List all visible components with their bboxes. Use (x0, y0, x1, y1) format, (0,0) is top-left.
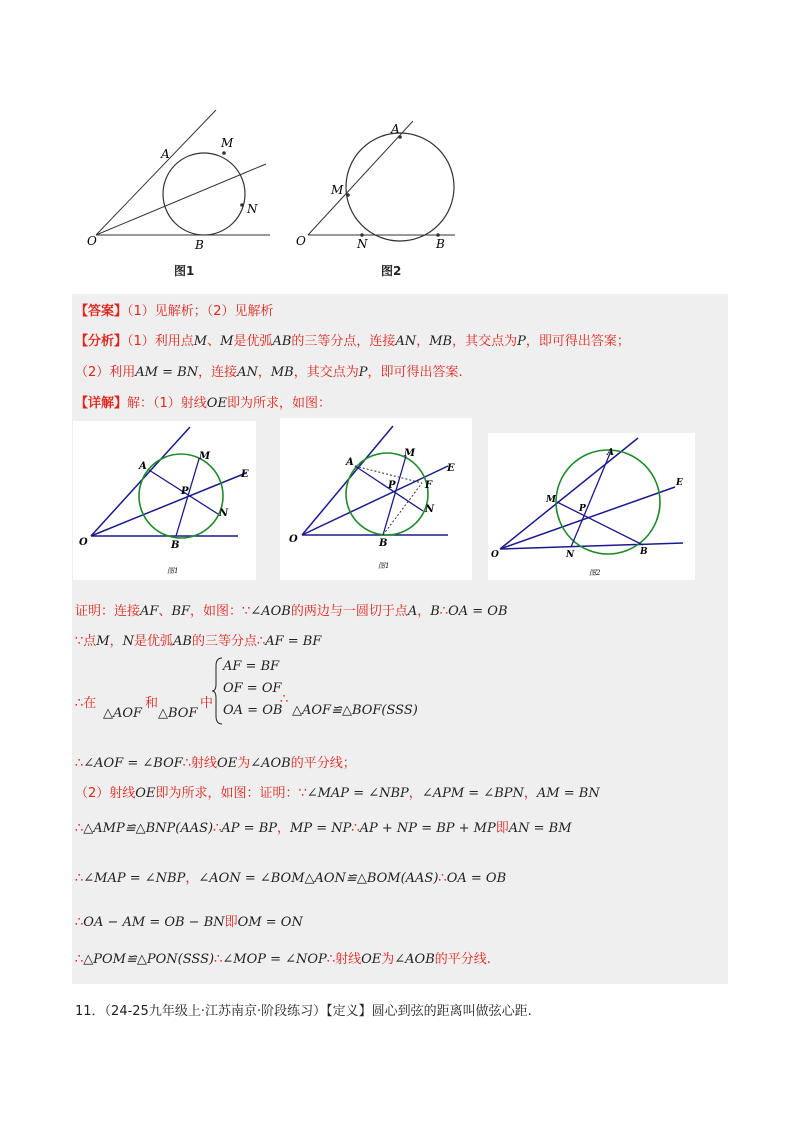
sol1-label-b: B (171, 540, 180, 551)
triangle-aof: △AOF (103, 706, 143, 721)
math: ∠AOB (250, 756, 291, 771)
text: ∴ (75, 871, 84, 886)
fig2-label-n: N (357, 237, 368, 251)
math: AN (237, 365, 258, 380)
figure-1-top (82, 100, 282, 285)
analysis-line-1 (75, 330, 630, 349)
sol1-label-n: N (219, 508, 229, 519)
text: ∴ (214, 952, 223, 967)
text: ∴射线 (182, 756, 218, 771)
math: AP + NP = BP + MP (359, 821, 496, 836)
math: AF (140, 604, 159, 619)
sol3-label-n: N (566, 550, 575, 560)
sol3-label-p: P (579, 504, 586, 514)
proof-line-6 (75, 817, 572, 836)
triangle-bof: △BOF (158, 706, 198, 721)
math: OE (217, 756, 238, 771)
text: ∴ (438, 871, 447, 886)
sol3-label-o: O (491, 550, 499, 560)
text: （1）利用点 (127, 334, 194, 349)
text: 的平分线； (290, 756, 356, 771)
text: ， (408, 786, 422, 801)
fig1-label-a: A (161, 147, 170, 161)
proof-line-1 (75, 600, 508, 619)
sol3-label-a: A (607, 448, 614, 458)
math: ∠AOB (394, 952, 435, 967)
sol1-label-e: E (241, 469, 249, 480)
sol1-label-a: A (139, 461, 147, 472)
math: N (122, 634, 134, 649)
math: OE (135, 786, 156, 801)
proof-line-9 (75, 948, 491, 967)
text: ，其交点为 (452, 334, 518, 349)
sol2-label-n: N (425, 504, 435, 515)
solution-figure-3 (488, 433, 695, 580)
system-eq-3: OA = OB (223, 703, 283, 718)
math: AM = BN (135, 365, 199, 380)
math: MP = NP (290, 821, 352, 836)
text: ∴ (351, 821, 360, 836)
answer-tag: 【答案】 (75, 304, 128, 319)
text: ， (109, 634, 123, 649)
math: P (358, 365, 368, 380)
text: 是优弧 (133, 634, 173, 649)
math: ∠AON = ∠BOM (198, 871, 305, 886)
answer-line (75, 300, 274, 319)
figure-2-top (290, 115, 470, 255)
text: ，即可得出答案. (367, 365, 463, 380)
text: 的两边与一圆切于点 (290, 604, 408, 619)
math: △AMP≌△BNP(AAS) (83, 821, 214, 836)
math: BF (171, 604, 191, 619)
sol3-label-b: B (640, 547, 648, 557)
text: 为 (381, 952, 395, 967)
text: ， (277, 821, 291, 836)
text: ，连接 (198, 365, 238, 380)
fig1-label-o: O (87, 234, 97, 248)
text: ∴ (75, 915, 84, 930)
text: 即为所求，如图： (226, 396, 331, 411)
text: 、 (207, 334, 221, 349)
math: OA = OB (446, 871, 507, 886)
math: AB (173, 634, 192, 649)
system-eq-1: AF = BF (223, 659, 280, 674)
fig1-label-m: M (221, 136, 234, 150)
proof-line-8 (75, 911, 303, 930)
sol2-label-m: M (404, 448, 416, 459)
fig2-caption: 图2 (381, 264, 402, 278)
math: ∠AOB (250, 604, 291, 619)
sol3-label-e: E (676, 478, 683, 488)
sol2-caption: 图1 (378, 562, 390, 570)
congruence-sss: △AOF≌△BOF(SSS) (292, 703, 418, 718)
and-word: 和 (145, 696, 159, 711)
sol1-label-o: O (79, 537, 88, 548)
text: ， (416, 334, 430, 349)
text: 、 (158, 604, 172, 619)
math: MB (270, 365, 294, 380)
fig2-label-m: M (331, 183, 344, 197)
text: ， (523, 786, 537, 801)
math: ∠APM = ∠BPN (421, 786, 524, 801)
math: A (407, 604, 418, 619)
math: ∠MAP = ∠NBP (306, 786, 409, 801)
text: 是优弧 (233, 334, 273, 349)
fig1-label-b: B (195, 238, 204, 252)
text: 为 (237, 756, 251, 771)
math: M (96, 634, 110, 649)
solution-figure-1 (73, 421, 256, 580)
sol1-label-p: P (181, 486, 189, 497)
text: ， (417, 604, 431, 619)
proof-line-5 (75, 782, 600, 801)
proof-line-2 (75, 630, 321, 649)
math: P (517, 334, 526, 349)
math: M (220, 334, 234, 349)
proof-line-3-prefix: ∴在 (75, 696, 97, 711)
text: ，其交点为 (293, 365, 359, 380)
system-eq-2: OF = OF (223, 681, 282, 696)
math: OA = OB (448, 604, 508, 619)
math: OM = ON (237, 915, 303, 930)
text: 的平分线. (434, 952, 491, 967)
text: ∴ (75, 952, 84, 967)
therefore: ∴ (280, 692, 289, 707)
math: AN = BM (508, 821, 572, 836)
math: ∠AOF = ∠BOF (83, 756, 183, 771)
text: 即为所求，如图：证明：∵ (155, 786, 307, 801)
text: ∴射线 (326, 952, 362, 967)
sol2-label-b: B (379, 538, 388, 549)
math: AF = BF (265, 634, 322, 649)
math: B (430, 604, 440, 619)
fig1-caption: 图1 (174, 264, 195, 278)
text: 解：（1）射线 (127, 396, 207, 411)
math: MB (429, 334, 453, 349)
text: 的三等分点∴ (191, 634, 266, 649)
text: （2）射线 (75, 786, 136, 801)
sol2-label-o: O (289, 534, 298, 545)
detail-line (75, 392, 331, 411)
math: △POM≌△PON(SSS) (83, 952, 215, 967)
sol2-label-f: F (425, 480, 433, 491)
math: M (193, 334, 208, 349)
math: ∠MOP = ∠NOP (222, 952, 327, 967)
text: ，如图：∵ (190, 604, 251, 619)
next-question: 11．（24-25九年级上·江苏南京·阶段练习）【定义】圆心到弦的距离叫做弦心距. (75, 1004, 532, 1019)
fig2-label-a: A (391, 122, 400, 136)
math: OE (361, 952, 382, 967)
math: AB (272, 334, 292, 349)
text: （2）利用 (75, 365, 136, 380)
middle-word: 中 (200, 696, 214, 711)
math: AP = BP (221, 821, 277, 836)
math: AN (395, 334, 417, 349)
text: 即 (224, 915, 238, 930)
text: ，即可得出答案； (525, 334, 630, 349)
analysis-tag: 【分析】 (75, 334, 128, 349)
text: ∴ (75, 756, 84, 771)
text: ∴ (439, 604, 449, 619)
answer-text: （1）见解析；（2）见解析 (127, 304, 274, 319)
fig2-label-b: B (436, 237, 445, 251)
text: ， (257, 365, 271, 380)
math: AM = BN (536, 786, 600, 801)
solution-figure-2 (280, 418, 472, 580)
text: ∴ (75, 821, 84, 836)
math: △AON≌△BOM(AAS) (304, 871, 439, 886)
proof-line-4 (75, 752, 356, 771)
sol3-caption: 图2 (589, 569, 601, 577)
fig1-label-n: N (247, 202, 258, 216)
math: OE (206, 396, 227, 411)
math: ∠MAP = ∠NBP (83, 871, 186, 886)
sol1-label-m: M (199, 451, 211, 462)
math: OA − AM = OB − BN (83, 915, 225, 930)
analysis-line-2 (75, 361, 463, 380)
text: ∵点 (75, 634, 97, 649)
sol1-caption: 图1 (167, 567, 179, 575)
text: ， (185, 871, 199, 886)
detail-tag: 【详解】 (75, 396, 128, 411)
sol3-label-m: M (546, 495, 556, 505)
proof-line-7 (75, 867, 506, 886)
sol2-label-e: E (447, 463, 455, 474)
text: 证明：连接 (75, 604, 141, 619)
text: ∴ (213, 821, 222, 836)
sol2-label-p: P (388, 480, 396, 491)
fig2-label-o: O (296, 234, 306, 248)
text: 的三等分点，连接 (291, 334, 396, 349)
sol2-label-a: A (346, 457, 354, 468)
text: 即 (495, 821, 509, 836)
